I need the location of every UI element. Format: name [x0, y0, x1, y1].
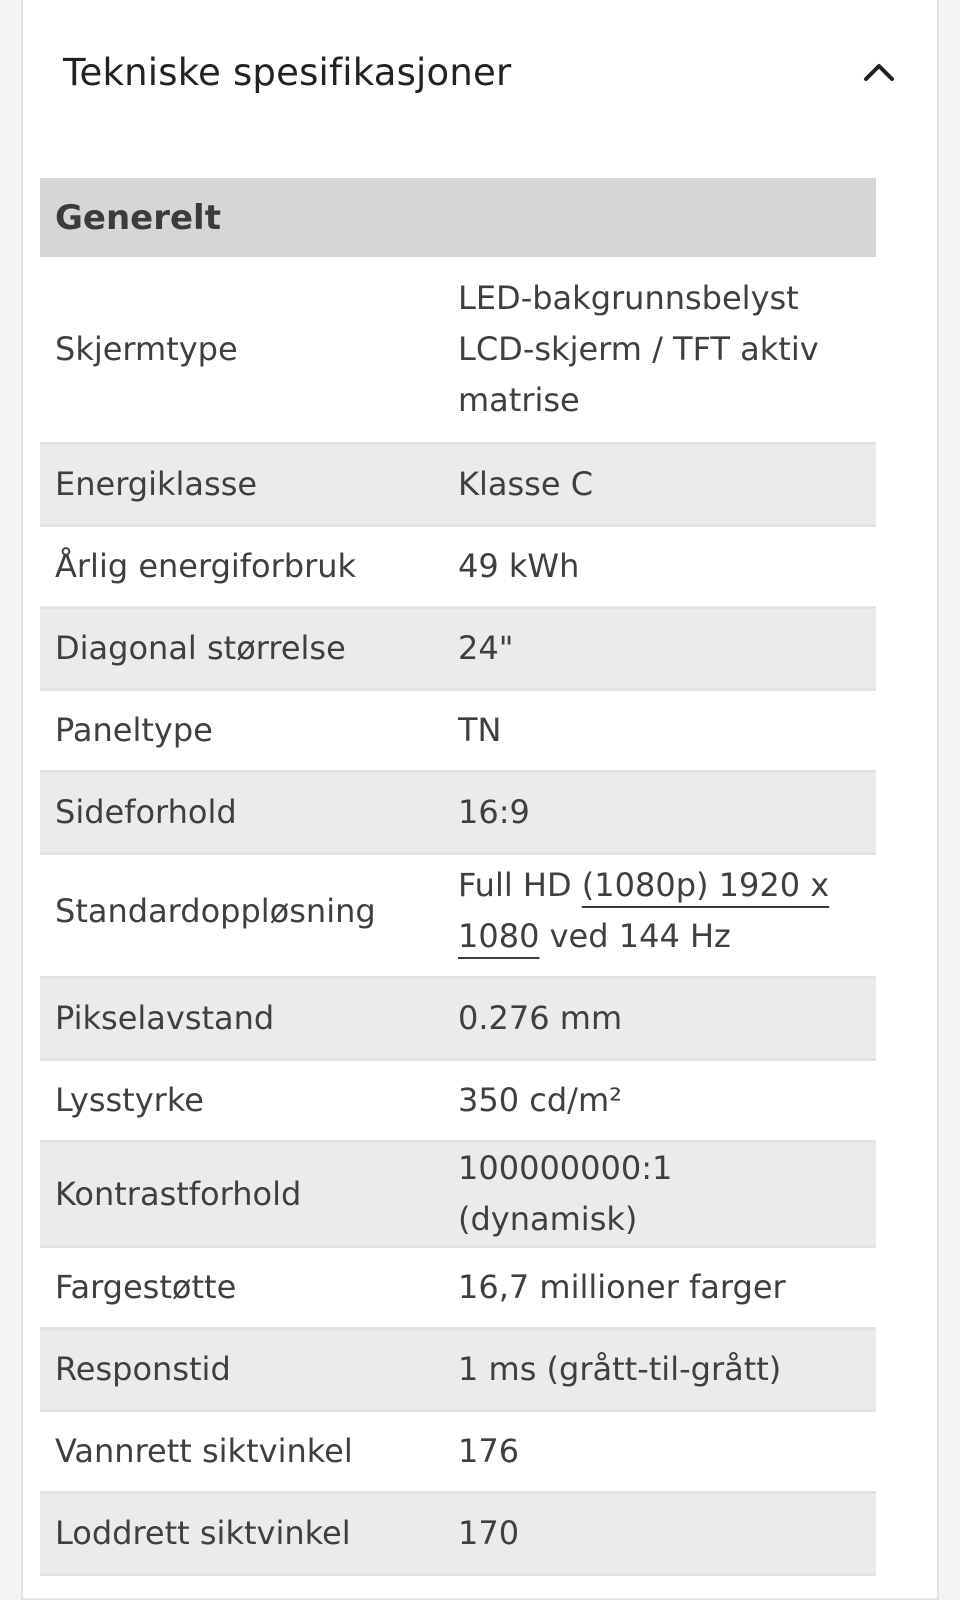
spec-row [40, 1142, 876, 1247]
spec-value: LED-bakgrunnsbelyst LCD-skjerm / TFT aktiv matrise [442, 257, 876, 444]
spec-value: 170 [442, 1493, 876, 1575]
spec-label: Pikselavstand [40, 978, 442, 1060]
spec-label: Lysstyrke [40, 1060, 442, 1142]
spec-value: 24" [442, 608, 876, 690]
section-title: Tekniske spesifikasjoner [63, 50, 512, 94]
spec-label: Paneltype [40, 690, 442, 772]
spec-row [40, 772, 876, 854]
spec-table [40, 178, 876, 1576]
group-title: Generelt [40, 178, 876, 257]
spec-value: TN [442, 690, 876, 772]
spec-value: Klasse C [442, 444, 876, 526]
tech-specs-header[interactable] [63, 40, 899, 104]
spec-value: 1 ms (grått-til-grått) [442, 1329, 876, 1411]
spec-row [40, 690, 876, 772]
spec-label: Responstid [40, 1329, 442, 1411]
spec-row [40, 978, 876, 1060]
spec-value: 176 [442, 1411, 876, 1493]
spec-label: Vannrett siktvinkel [40, 1411, 442, 1493]
spec-row [40, 854, 876, 978]
resolution-link[interactable]: (1080p) 1920 x 1080 [458, 866, 830, 955]
spec-row [40, 1060, 876, 1142]
spec-label: Diagonal størrelse [40, 608, 442, 690]
resolution-suffix: ved 144 Hz [539, 917, 731, 955]
spec-row [40, 257, 876, 444]
spec-value: 0.276 mm [442, 978, 876, 1060]
spec-row [40, 1411, 876, 1493]
spec-label: Standardoppløsning [40, 854, 442, 978]
spec-label: Kontrastforhold [40, 1142, 442, 1247]
spec-label: Skjermtype [40, 257, 442, 444]
spec-value: 49 kWh [442, 526, 876, 608]
spec-row [40, 1329, 876, 1411]
spec-label: Sideforhold [40, 772, 442, 854]
spec-row [40, 526, 876, 608]
spec-value [442, 854, 876, 978]
spec-value: 100000000:1 (dynamisk) [442, 1142, 876, 1247]
spec-row [40, 1493, 876, 1575]
spec-value: 16,7 millioner farger [442, 1247, 876, 1329]
resolution-prefix: Full HD [458, 866, 582, 904]
spec-row [40, 608, 876, 690]
spec-label: Loddrett siktvinkel [40, 1493, 442, 1575]
spec-label: Energiklasse [40, 444, 442, 526]
chevron-up-icon[interactable] [859, 52, 899, 92]
spec-value: 16:9 [442, 772, 876, 854]
spec-row [40, 444, 876, 526]
group-header [40, 178, 876, 257]
spec-value: 350 cd/m² [442, 1060, 876, 1142]
spec-row [40, 1247, 876, 1329]
spec-label: Fargestøtte [40, 1247, 442, 1329]
spec-label: Årlig energiforbruk [40, 526, 442, 608]
